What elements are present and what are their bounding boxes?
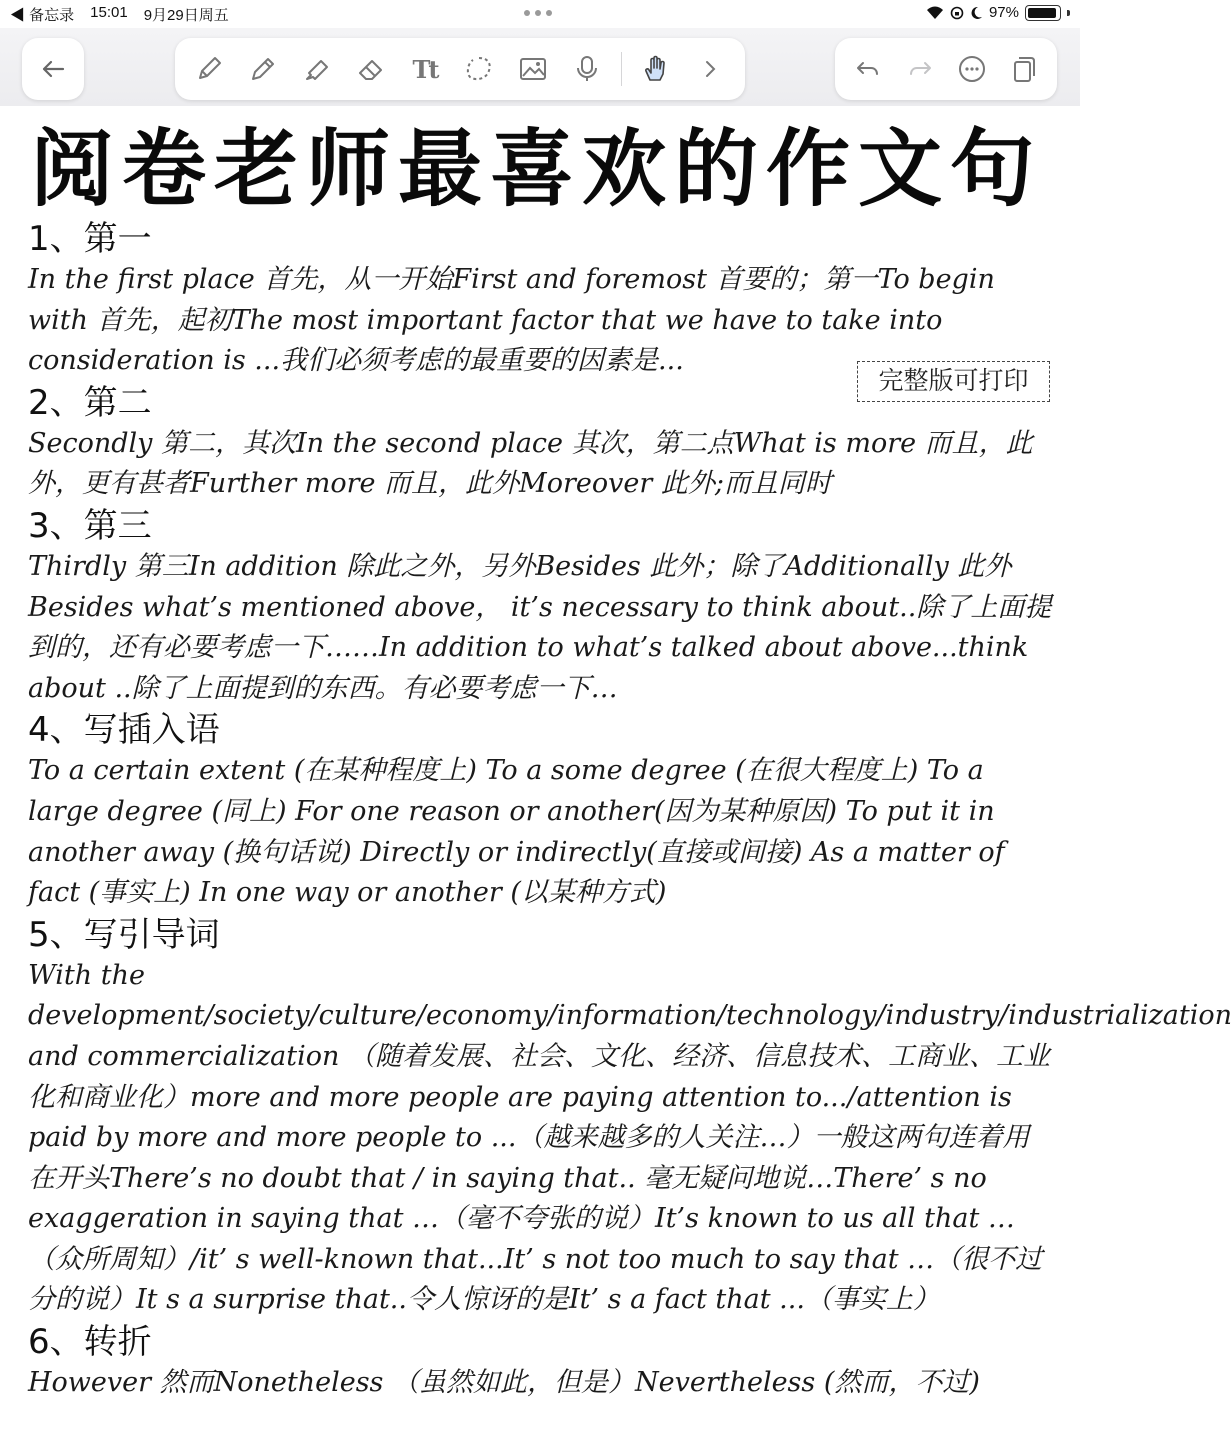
- back-arrow-icon: [38, 54, 68, 84]
- wifi-icon: [926, 6, 944, 20]
- more-button[interactable]: [953, 49, 991, 89]
- pages-button[interactable]: [1005, 49, 1043, 89]
- battery-percent: 97%: [988, 4, 1019, 21]
- undo-button[interactable]: [849, 49, 887, 89]
- back-button[interactable]: [22, 38, 84, 100]
- more-icon: [956, 53, 988, 85]
- multitasking-dots-icon[interactable]: [524, 10, 552, 16]
- printable-version-stamp: 完整版可打印: [857, 361, 1050, 402]
- chevron-right-icon: [694, 53, 726, 85]
- pencil-tool[interactable]: [243, 49, 283, 89]
- image-tool[interactable]: [513, 49, 553, 89]
- note-title: 阅卷老师最喜欢的作文句: [30, 120, 1043, 218]
- pen-tool[interactable]: [189, 49, 229, 89]
- lasso-icon: [463, 53, 495, 85]
- status-date: 9月29日周五: [143, 7, 229, 24]
- hand-tool[interactable]: [636, 49, 676, 89]
- image-icon: [517, 53, 549, 85]
- note-canvas[interactable]: [0, 106, 1232, 1440]
- section-body: However 然而Nonetheless （虽然如此，但是）Nevertheless (然而，不过): [28, 1367, 980, 1399]
- highlighter-tool[interactable]: [297, 49, 337, 89]
- status-bar: [0, 0, 1080, 28]
- tool-palette: [175, 38, 745, 100]
- undo-icon: [852, 53, 884, 85]
- eraser-tool[interactable]: [351, 49, 391, 89]
- section-heading: 5、写引导词: [28, 914, 220, 955]
- pages-icon: [1008, 53, 1040, 85]
- section-heading: 2、第二: [28, 382, 152, 423]
- section-heading: 1、第一: [28, 219, 152, 259]
- text-icon: Tt: [412, 54, 438, 84]
- section-body: Secondly 第二，其次In the second place 其次，第二点What is more 而且，此外，更有甚者Further more 而且，此外Moreover 此外;而且同时: [28, 427, 1033, 500]
- lasso-tool[interactable]: [459, 49, 499, 89]
- section-body: Thirdly 第三In addition 除此之外，另外Besides 此外；除了Additionally 此外Besides what’s mentioned above， it’s necessary to think about..除了上面提到的，还有必要考虑一下……In addition to what’s talked about above...think about ..除了上面提到的东西。有必要考虑一下…: [28, 550, 1052, 704]
- section-body: With the development/society/culture/economy/information/technology/industry/industrialization and commercialization （随着发展、社会、文化、经济、信息技术、工商业、工业化和商业化）more and more people are paying attention to.../attention is paid by more and more people to ...（越来越多的人关注…）一般这两句连着用在开头There’s no doubt that / in saying that.. 毫无疑问地说…There’ s no exaggeration in saying that …（毫不夸张的说）It’s known to us all that …（众所周知）/it’ s well-known that...It’ s not too much to say that …（很不过分的说）It s a surprise that..令人惊讶的是It’ s a fact that ...（事实上）: [28, 959, 1232, 1316]
- microphone-tool[interactable]: [567, 49, 607, 89]
- redo-button[interactable]: [901, 49, 939, 89]
- section-body: To a certain extent (在某种程度上) To a some degree (在很大程度上) To a large degree (同上) For one reason or another(因为某种原因) To put it in another away (换句话说) Directly or indirectly(直接或间接) As a matter of fact (事实上) In one way or another (以某种方式): [28, 755, 1005, 909]
- status-time: 15:01: [90, 4, 128, 21]
- hand-icon: [640, 53, 672, 85]
- action-palette: [835, 38, 1057, 100]
- back-to-app-link[interactable]: ◀ 备忘录: [10, 7, 75, 24]
- microphone-icon: [571, 53, 603, 85]
- highlighter-icon: [301, 53, 333, 85]
- moon-icon: [970, 6, 983, 20]
- toolbar: [0, 28, 1080, 106]
- eraser-icon: [355, 53, 387, 85]
- redo-icon: [904, 53, 936, 85]
- section-body: In the first place 首先，从一开始First and foremost 首要的；第一To begin with 首先，起初The most important factor that we have to take into consideration is ...我们必须考虑的最重要的因素是...: [28, 264, 995, 377]
- lock-rotation-icon: [950, 6, 964, 20]
- pencil-icon: [247, 53, 279, 85]
- text-tool[interactable]: [405, 49, 445, 89]
- section-heading: 4、写插入语: [28, 710, 220, 751]
- pen-icon: [193, 53, 225, 85]
- section-heading: 3、第三: [28, 505, 152, 546]
- more-tools-button[interactable]: [690, 49, 730, 89]
- section-heading: 6、转折: [28, 1322, 152, 1363]
- battery-icon: [1025, 5, 1061, 21]
